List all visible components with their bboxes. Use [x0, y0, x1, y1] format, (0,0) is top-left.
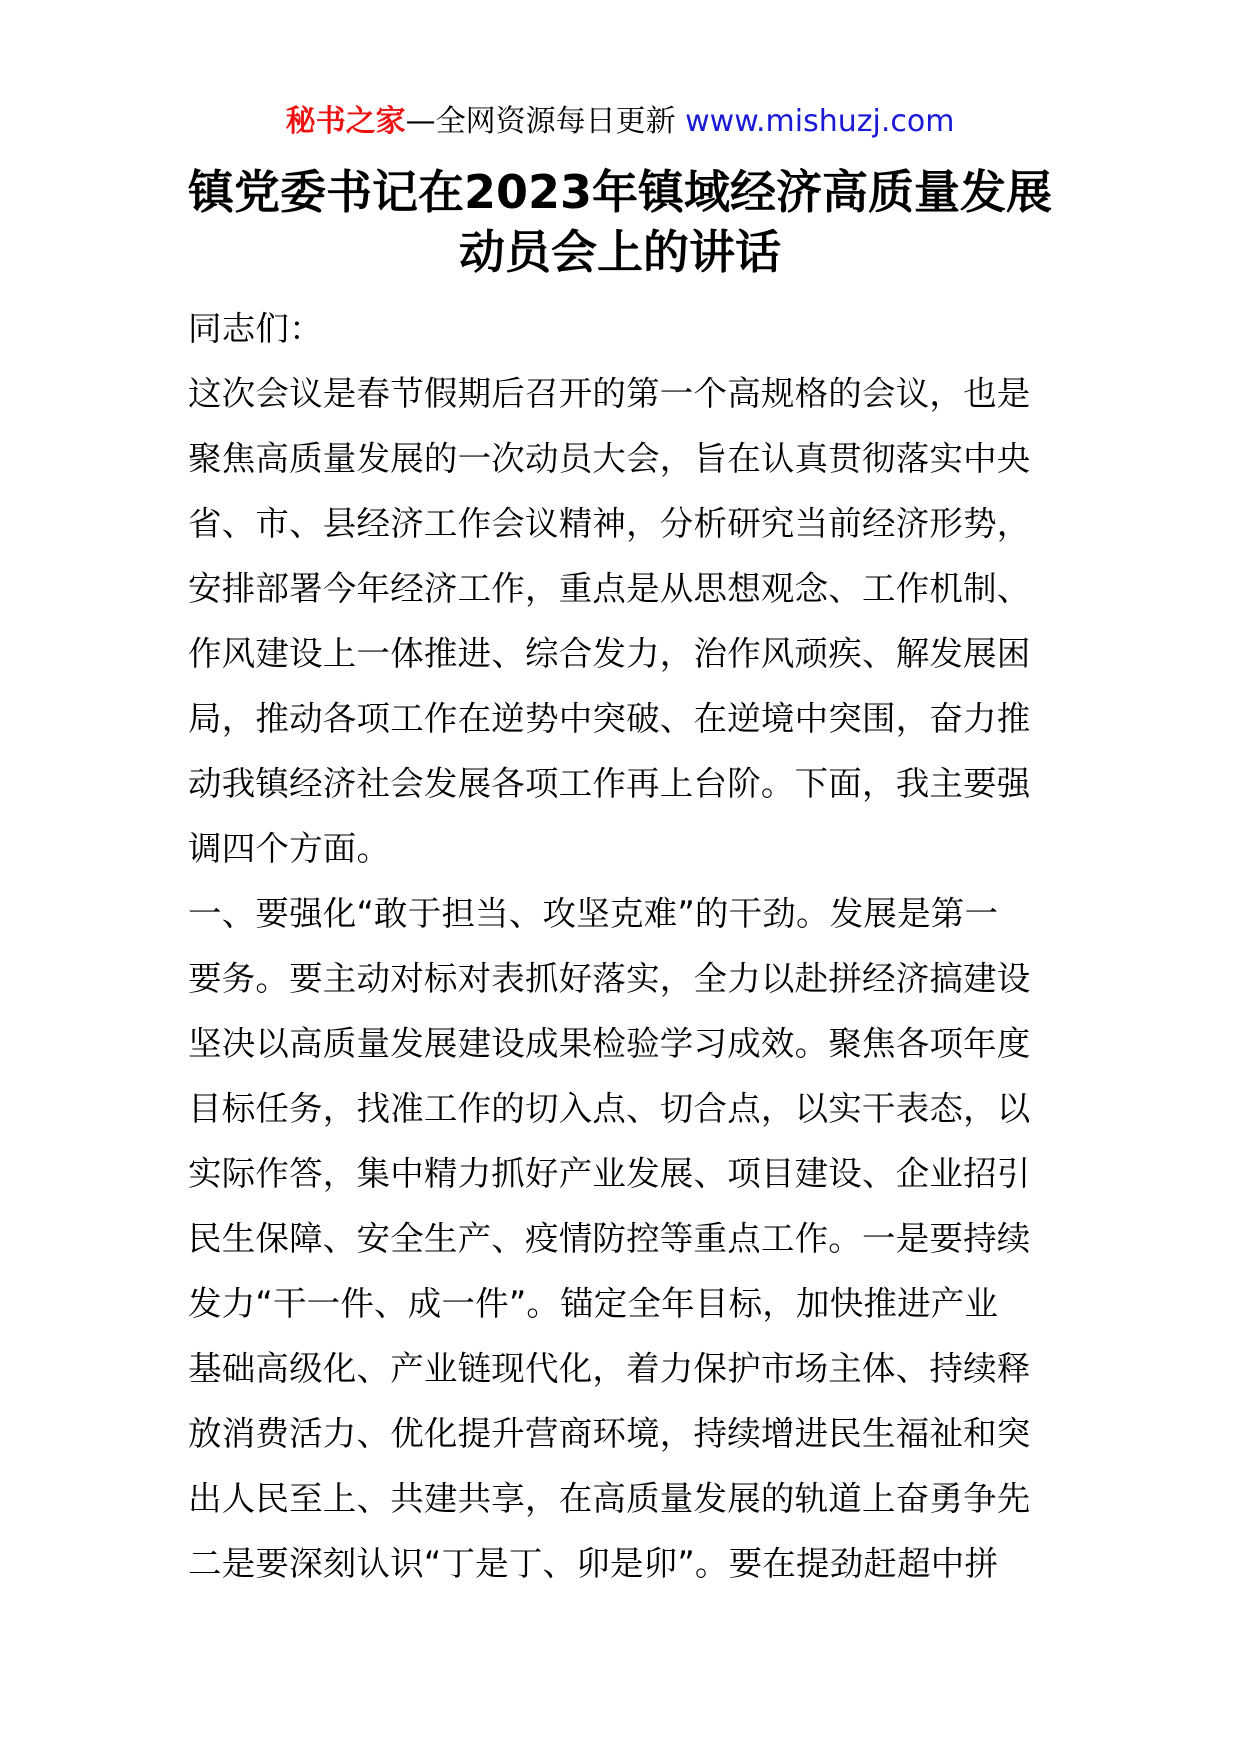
- body-line: 局，推动各项工作在逆势中突破、在逆境中突围，奋力推: [188, 699, 1031, 738]
- body-line: 这次会议是春节假期后召开的第一个高规格的会议，也是: [188, 374, 1031, 413]
- title-line: 动员会上的讲话: [459, 225, 781, 279]
- body-line: 聚焦高质量发展的一次动员大会，旨在认真贯彻落实中央: [188, 439, 1031, 478]
- header-slogan: —全网资源每日更新: [405, 104, 686, 139]
- body-line: 发力“干一件、成一件”。锚定全年目标，加快推进产业: [188, 1284, 999, 1323]
- body-line: 基础高级化、产业链现代化，着力保护市场主体、持续释: [188, 1349, 1031, 1388]
- site-header: [0, 100, 1240, 144]
- body-line: 坚决以高质量发展建设成果检验学习成效。聚焦各项年度: [188, 1024, 1031, 1063]
- body-line: 省、市、县经济工作会议精神，分析研究当前经济形势，: [188, 504, 1031, 543]
- title-line: 镇党委书记在2023年镇域经济高质量发展: [187, 165, 1053, 219]
- body-line: 目标任务，找准工作的切入点、切合点，以实干表态，以: [188, 1089, 1031, 1128]
- salutation: 同志们：: [188, 309, 323, 348]
- body-line: 实际作答，集中精力抓好产业发展、项目建设、企业招引: [188, 1154, 1031, 1193]
- body-line: 作风建设上一体推进、综合发力，治作风顽疾、解发展困: [188, 634, 1031, 673]
- document-body: [188, 296, 1054, 1596]
- body-line: 要务。要主动对标对表抓好落实，全力以赴拼经济搞建设: [188, 959, 1031, 998]
- body-line: 动我镇经济社会发展各项工作再上台阶。下面，我主要强: [188, 764, 1031, 803]
- body-line: 二是要深刻认识“丁是丁、卯是卯”。要在提劲赶超中拼: [188, 1544, 999, 1583]
- site-url[interactable]: www.mishuzj.com: [685, 104, 955, 139]
- brand-name: 秘书之家: [285, 104, 406, 139]
- section-heading-line: 一、要强化“敢于担当、攻坚克难”的干劲。发展是第一: [188, 894, 999, 933]
- body-line: 出人民至上、共建共享，在高质量发展的轨道上奋勇争先: [188, 1479, 1031, 1518]
- body-line: 民生保障、安全生产、疫情防控等重点工作。一是要持续: [188, 1219, 1031, 1258]
- body-line: 安排部署今年经济工作，重点是从思想观念、工作机制、: [188, 569, 1031, 608]
- body-line: 放消费活力、优化提升营商环境，持续增进民生福祉和突: [188, 1414, 1031, 1453]
- body-line: 调四个方面。: [188, 829, 391, 868]
- document-title: [160, 162, 1080, 282]
